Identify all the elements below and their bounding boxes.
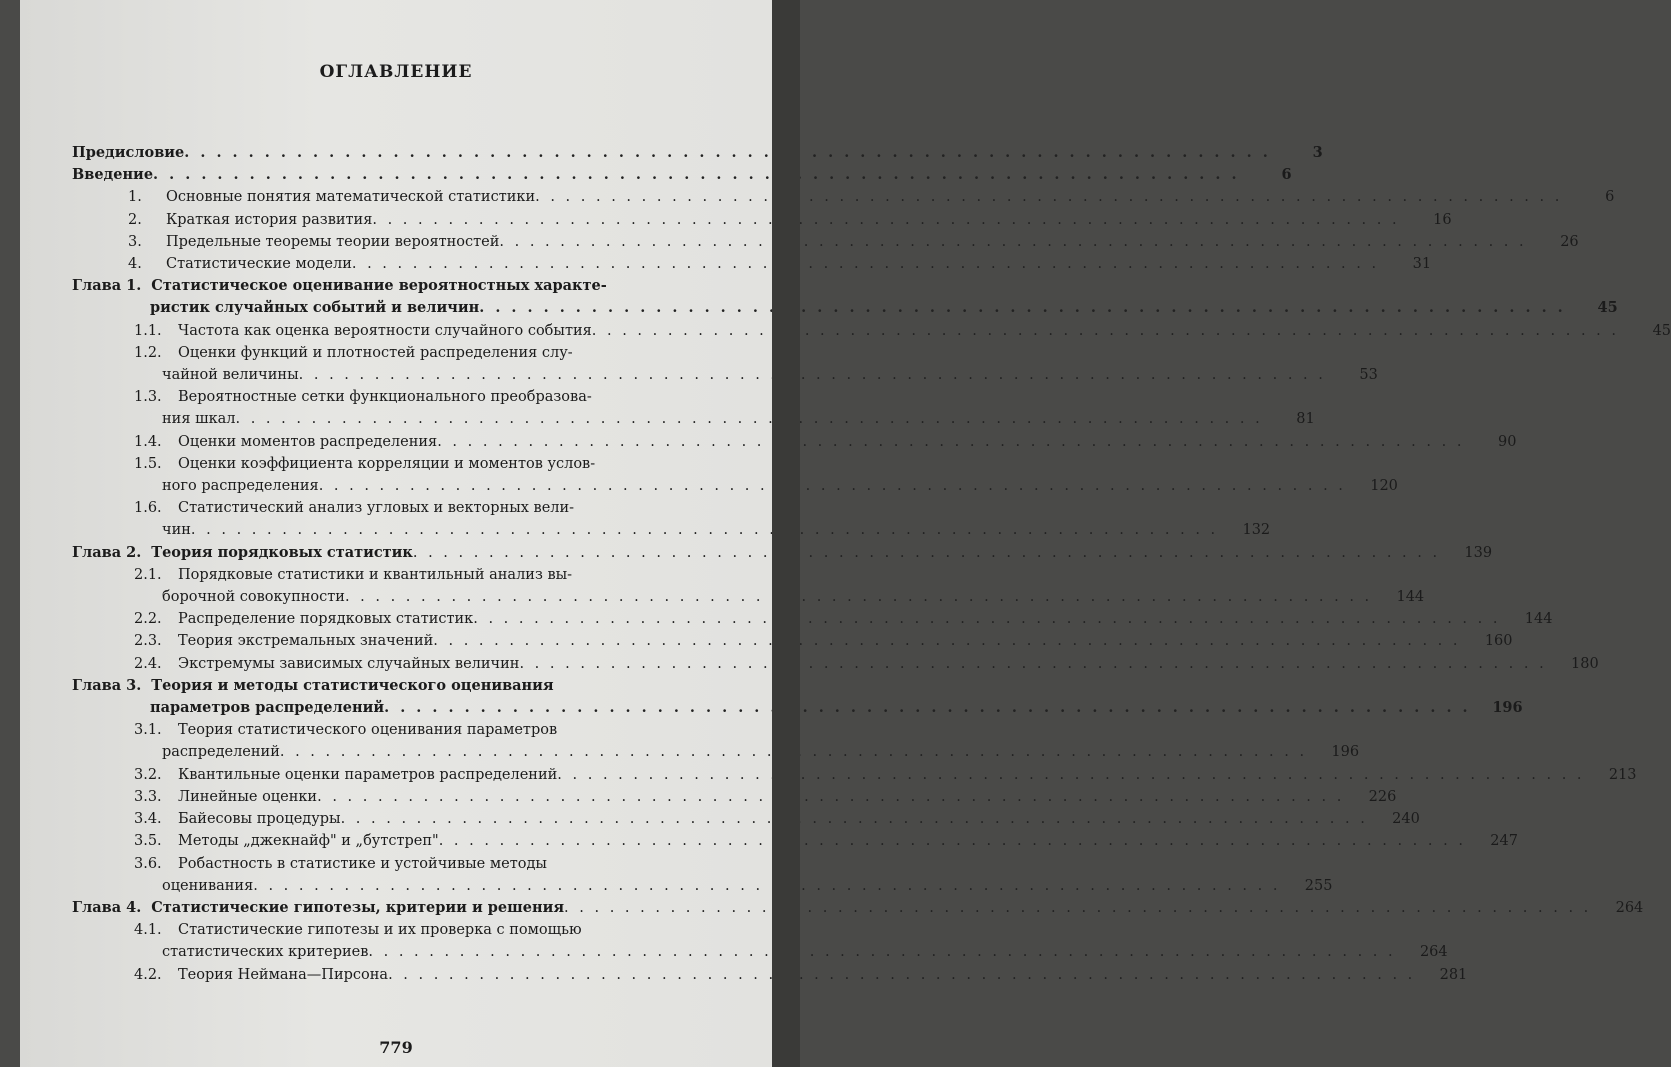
toc-entry-title: Байесовы процедуры	[178, 811, 341, 828]
leader-dots	[319, 475, 1346, 497]
leader-dots	[433, 630, 1460, 652]
toc-entry-title: Оценки функций и плотностей распределения слу-	[178, 344, 573, 361]
toc-entry	[72, 209, 1452, 231]
toc-entry-title: Краткая история развития	[166, 211, 373, 228]
toc-entry-page: 196	[1331, 744, 1360, 761]
leader-dots	[372, 209, 1399, 231]
toc-entry-page: 255	[1304, 877, 1333, 894]
toc-entry-page: 31	[1412, 256, 1432, 273]
toc-entry-title: ния шкал	[162, 411, 236, 428]
leader-dots	[191, 519, 1218, 541]
toc-entry	[72, 764, 1637, 786]
toc-entry-number: 4.2.	[134, 966, 162, 983]
toc-entry-page: 6	[1281, 166, 1292, 184]
toc-entry	[72, 786, 1397, 808]
toc-entry-title: Теория экстремальных значений	[178, 633, 434, 650]
toc-entry-page: 45	[1597, 299, 1618, 317]
toc-entry-number: 1.5.	[134, 455, 162, 472]
toc-entry-title: ного распределения	[162, 478, 319, 495]
leader-dots	[153, 164, 1240, 186]
leader-dots	[317, 786, 1344, 808]
toc-entry-number: 2.1.	[134, 566, 162, 583]
toc-entry-number: 3.3.	[134, 788, 162, 805]
chapter-title-line: ристик случайных событий и величин	[150, 299, 480, 317]
toc-entry-title: борочной совокупности	[162, 589, 345, 606]
toc-entry	[72, 142, 1323, 164]
toc-entry-number: 2.4.	[134, 655, 162, 672]
chapter-title-line: параметров распределений	[150, 699, 385, 717]
toc-entry	[72, 431, 1517, 453]
toc-entry-page: 240	[1392, 811, 1420, 828]
toc-entry	[72, 564, 732, 586]
toc-entry-title: Линейные оценки	[178, 788, 318, 805]
toc-entry-title: Теория статистического оценивания параметров	[178, 722, 558, 739]
toc-entry-number: 3.2.	[134, 766, 162, 783]
toc-entry-title: чайной величины	[162, 367, 299, 384]
leader-dots	[439, 830, 1466, 852]
leader-dots	[437, 431, 1464, 453]
leader-dots	[388, 964, 1415, 986]
leader-dots	[499, 231, 1526, 253]
toc-entry-cont	[72, 875, 1333, 897]
toc-entry-page: 281	[1439, 966, 1468, 983]
leader-dots	[345, 586, 1372, 608]
toc-entry-title: Частота как оценка вероятности случайного события	[178, 322, 592, 339]
chapter-title-line: Статистическое оценивание вероятностных характе-	[151, 277, 607, 295]
leader-dots	[368, 941, 1395, 963]
toc-entry-number: 3.5.	[134, 833, 162, 850]
toc-entry-page: 132	[1242, 522, 1271, 539]
toc-entry-cont	[72, 408, 1315, 430]
toc-entry-title: оценивания	[162, 877, 254, 894]
toc-entry-title: Теория Неймана—Пирсона	[178, 966, 389, 983]
toc-entry-title: Предельные теоремы теории вероятностей	[166, 233, 500, 250]
leader-dots	[564, 897, 1591, 919]
book-page	[20, 0, 1671, 1067]
toc-entry-cont	[72, 519, 1271, 541]
toc-entry-page: 196	[1492, 699, 1523, 717]
toc-entry-title: Введение	[72, 166, 154, 184]
toc-entry	[72, 186, 1615, 208]
toc-entry-page: 180	[1571, 655, 1599, 672]
toc-entry-page: 160	[1484, 633, 1513, 650]
leader-dots	[299, 364, 1326, 386]
toc-entry-number: 3.6.	[134, 855, 162, 872]
page-number: 779	[379, 1038, 413, 1057]
chapter-heading	[72, 275, 732, 297]
toc-entry-number: 1.1.	[134, 322, 162, 339]
table-of-contents	[72, 142, 1671, 986]
leader-dots	[235, 408, 1262, 430]
toc-entry-title: Статистические модели	[166, 256, 352, 273]
toc-entry	[72, 608, 1553, 630]
toc-entry-number: 4.	[128, 256, 142, 273]
toc-entry	[72, 653, 1599, 675]
toc-entry-number: 1.3.	[134, 389, 162, 406]
toc-entry-page: 264	[1615, 899, 1644, 916]
toc-entry-page: 26	[1560, 233, 1579, 250]
leader-dots	[384, 697, 1471, 719]
leader-dots	[535, 186, 1562, 208]
toc-entry-title: Робастность в статистике и устойчивые методы	[178, 855, 547, 872]
toc-entry-title: Предисловие	[72, 144, 185, 161]
toc-entry-page: 81	[1296, 411, 1315, 428]
toc-entry-number: 1.6.	[134, 500, 162, 517]
toc-entry-title: Вероятностные сетки функционального преобразова-	[178, 389, 592, 406]
toc-entry-page: 226	[1368, 788, 1397, 805]
toc-entry-cont	[72, 475, 1398, 497]
toc-entry-page: 6	[1605, 189, 1615, 206]
toc-entry-title: Основные понятия математической статистики	[166, 189, 536, 206]
toc-entry-title: Статистические гипотезы и их проверка с помощью	[178, 922, 582, 939]
toc-entry-title: Порядковые статистики и квантильный анализ вы-	[178, 566, 573, 583]
toc-entry-title: Оценки моментов распределения	[178, 433, 438, 450]
toc-entry	[72, 453, 732, 475]
toc-entry-page: 264	[1419, 944, 1448, 961]
toc-entry	[72, 853, 732, 875]
toc-entry-title: Квантильные оценки параметров распределений	[178, 766, 558, 783]
toc-entry-title: Распределение порядковых статистик	[178, 611, 474, 628]
toc-entry-title: Статистический анализ угловых и векторных вели-	[178, 500, 575, 517]
toc-entry-cont	[72, 941, 1448, 963]
toc-entry-page: 144	[1524, 611, 1553, 628]
leader-dots	[592, 320, 1619, 342]
toc-entry	[72, 719, 732, 741]
leader-dots	[473, 608, 1500, 630]
toc-entry-number: 1.	[128, 189, 142, 206]
toc-entry-title: Экстремумы зависимых случайных величин	[178, 655, 520, 672]
toc-entry	[72, 342, 732, 364]
leader-dots	[184, 142, 1271, 164]
toc-entry-cont	[72, 741, 1360, 763]
chapter-heading	[72, 897, 1644, 919]
chapter-heading	[72, 542, 1493, 564]
toc-entry	[72, 964, 1468, 986]
toc-entry-page: 53	[1359, 367, 1378, 384]
toc-entry-cont	[72, 586, 1425, 608]
toc-entry-number: 2.	[128, 211, 142, 228]
toc-entry	[72, 386, 732, 408]
chapter-label: Глава 3.	[72, 676, 142, 694]
book-spine-shadow	[772, 0, 800, 1067]
toc-entry-number: 3.	[128, 233, 142, 250]
chapter-title: Теория порядковых статистик	[151, 543, 413, 561]
toc-entry-title: Оценки коэффициента корреляции и моментов услов-	[178, 455, 596, 472]
chapter-title-line: Теория и методы статистического оценивания	[151, 676, 554, 694]
toc-entry	[72, 320, 1671, 342]
toc-entry-number: 1.2.	[134, 344, 162, 361]
toc-entry	[72, 919, 732, 941]
leader-dots	[352, 253, 1379, 275]
chapter-label: Глава 2.	[72, 543, 142, 561]
leader-dots	[253, 875, 1280, 897]
toc-entry	[72, 630, 1513, 652]
toc-entry-page: 90	[1497, 433, 1517, 450]
toc-entry	[72, 830, 1518, 852]
toc-entry-number: 1.4.	[134, 433, 162, 450]
toc-entry-number: 2.2.	[134, 611, 162, 628]
toc-entry-title: распределений	[162, 744, 280, 761]
toc-entry	[72, 808, 1420, 830]
leader-dots	[413, 542, 1440, 564]
page-title: ОГЛАВЛЕНИЕ	[319, 62, 473, 82]
toc-entry-page: 45	[1652, 322, 1671, 339]
toc-entry-number: 3.4.	[134, 811, 162, 828]
chapter-title: Статистические гипотезы, критерии и решения	[151, 898, 565, 916]
toc-entry-number: 4.1.	[134, 922, 162, 939]
toc-entry-page: 247	[1490, 833, 1518, 850]
toc-entry-page: 120	[1370, 478, 1398, 495]
chapter-label: Глава 4.	[72, 898, 142, 916]
toc-entry-number: 2.3.	[134, 633, 162, 650]
leader-dots	[557, 764, 1584, 786]
leader-dots	[479, 297, 1566, 319]
chapter-heading-cont	[72, 697, 1523, 719]
toc-entry-title: чин	[162, 522, 191, 539]
toc-entry-page: 16	[1433, 211, 1452, 228]
chapter-heading-cont	[72, 297, 1618, 319]
toc-entry-page: 144	[1396, 589, 1425, 606]
toc-entry-title: статистических критериев	[162, 944, 369, 961]
toc-entry-number: 3.1.	[134, 722, 162, 739]
leader-dots	[519, 653, 1546, 675]
toc-entry-page: 139	[1464, 544, 1493, 561]
toc-entry-page: 213	[1608, 766, 1637, 783]
chapter-heading	[72, 675, 732, 697]
leader-dots	[341, 808, 1368, 830]
toc-entry	[72, 253, 1432, 275]
toc-entry-title: Методы „джекнайф" и „бутстреп"	[178, 833, 439, 850]
chapter-label: Глава 1.	[72, 277, 142, 295]
toc-entry-page: 3	[1312, 144, 1323, 161]
toc-entry	[72, 231, 1579, 253]
toc-entry	[72, 497, 732, 519]
toc-entry-cont	[72, 364, 1378, 386]
toc-entry	[72, 164, 1292, 186]
